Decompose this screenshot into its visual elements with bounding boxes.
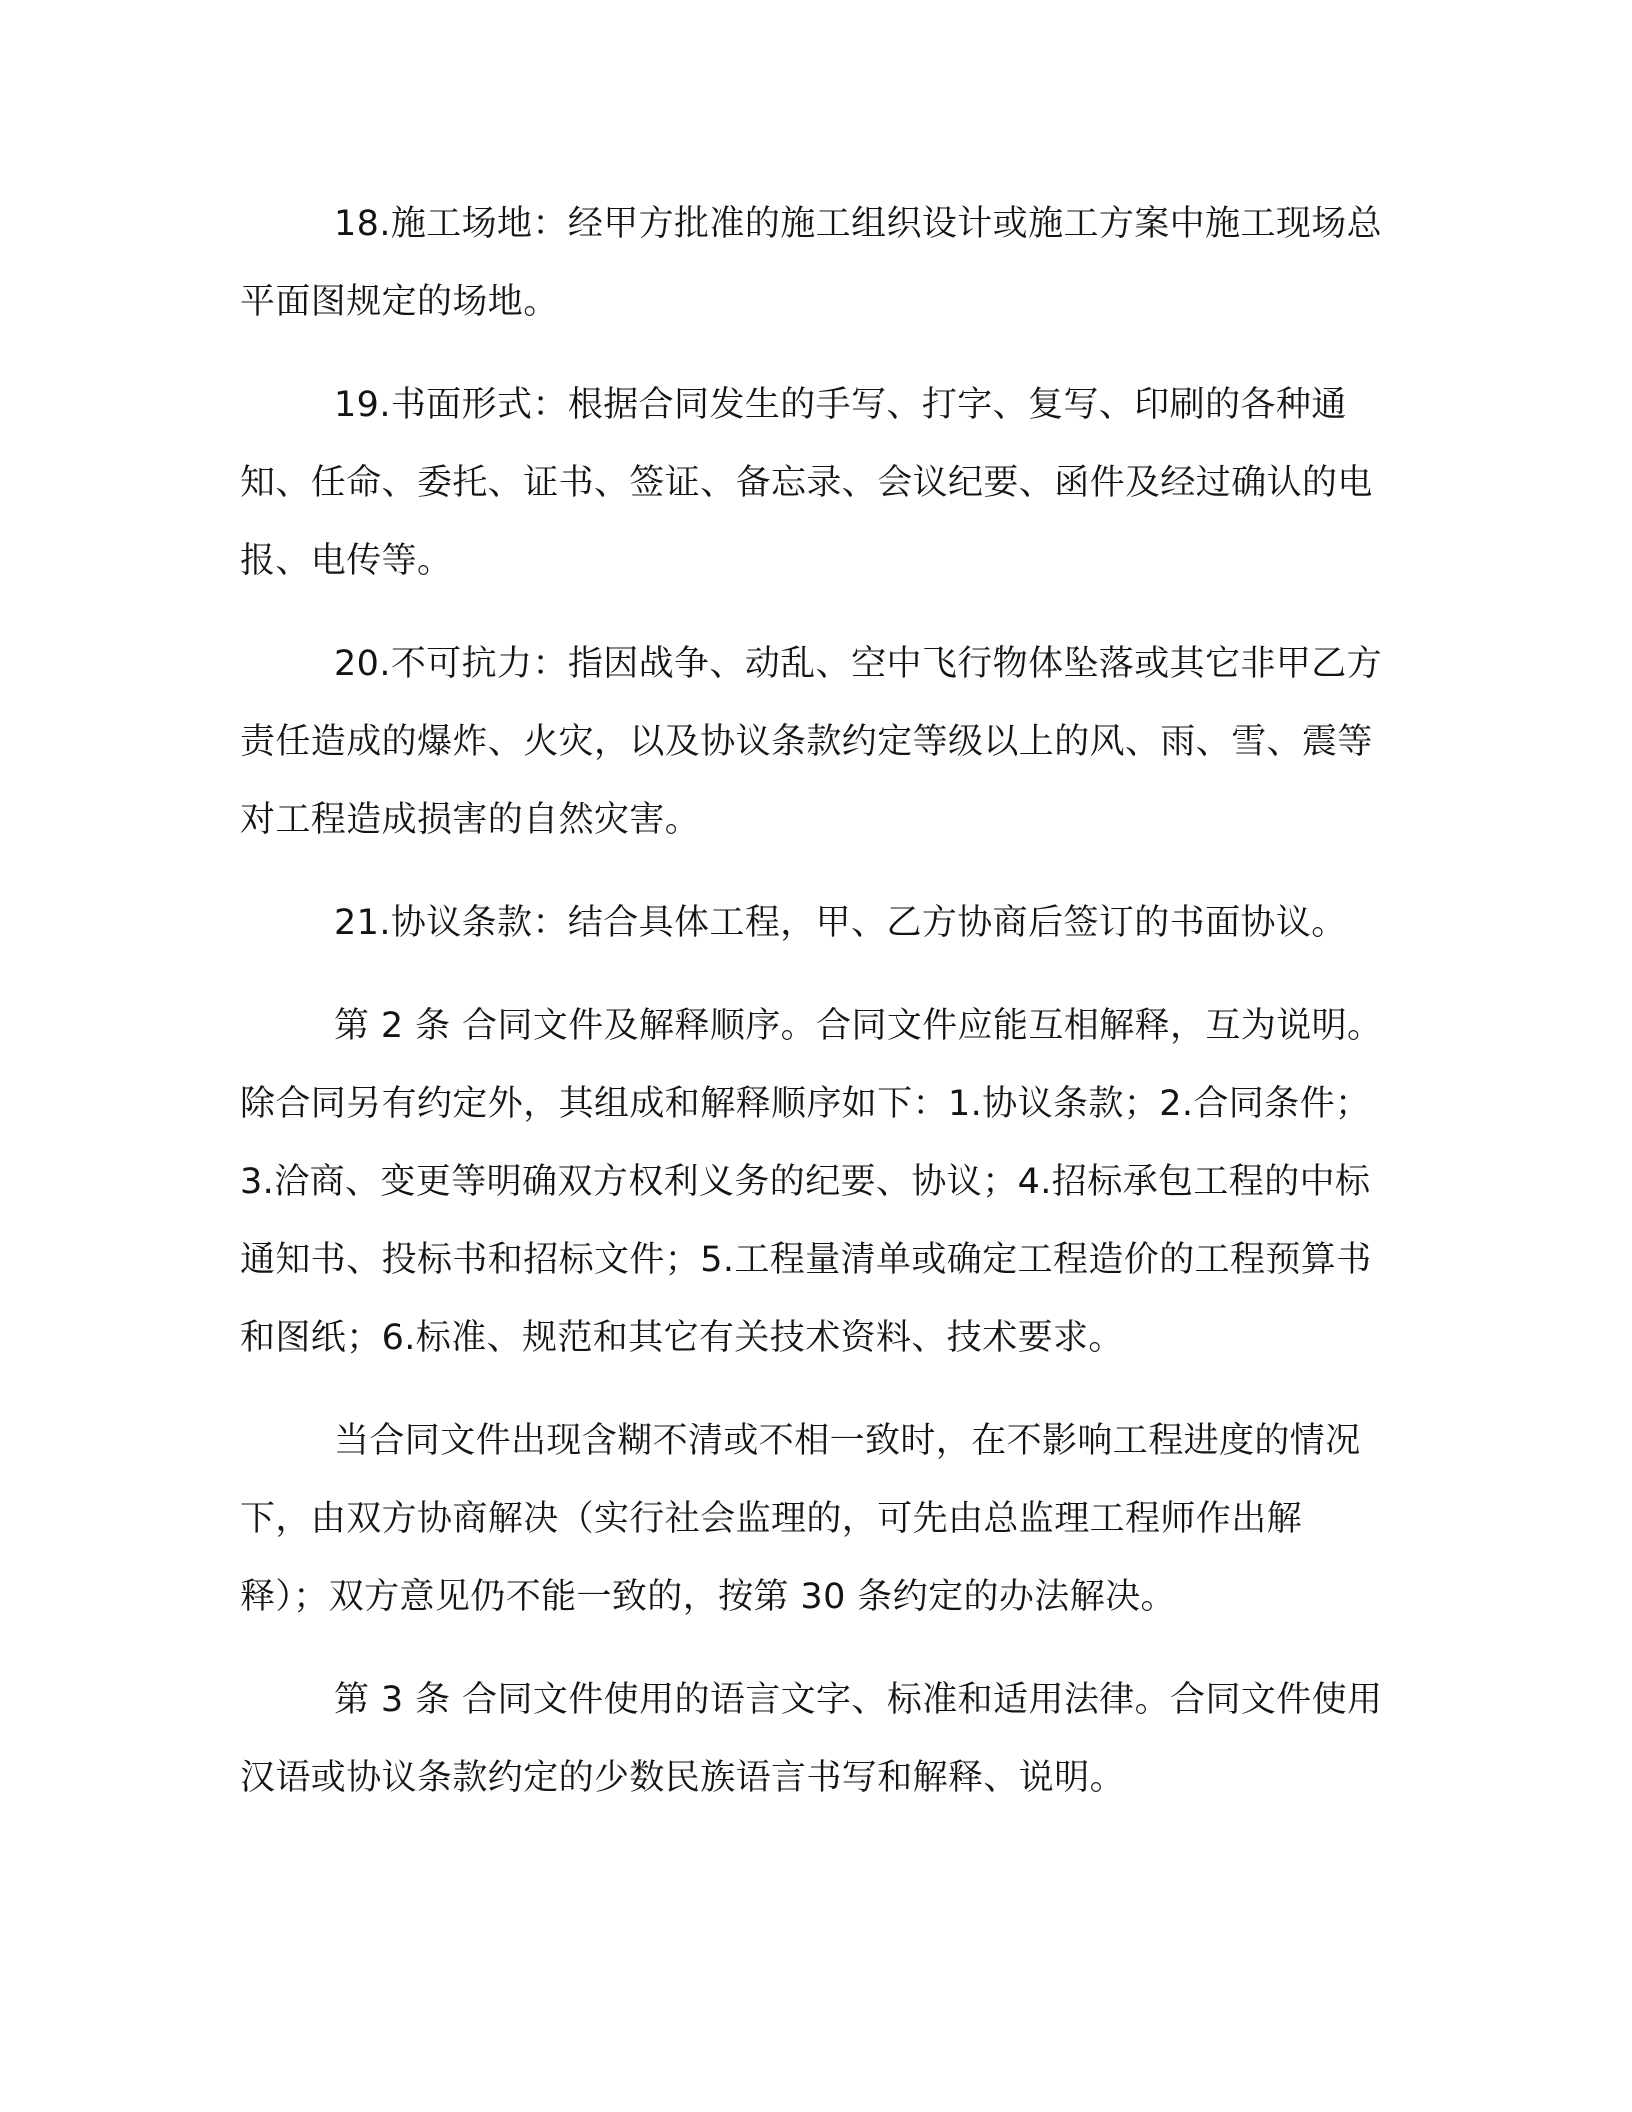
paragraph-item-19-written-form: 19.书面形式：根据合同发生的手写、打字、复写、印刷的各种通知、任命、委托、证书、签证、备忘录、会议纪要、函件及经过确认的电报、电传等。	[240, 385, 1373, 581]
paragraph-article-2-ambiguity: 当合同文件出现含糊不清或不相一致时，在不影响工程进度的情况下，由双方协商解决（实行社会监理的，可先由总监理工程师作出解释）；双方意见仍不能一致的，按第 30 条约定的办法解决。	[240, 1421, 1361, 1617]
paragraph-item-21-agreement-terms: 21.协议条款：结合具体工程，甲、乙方协商后签订的书面协议。	[334, 903, 1347, 943]
paragraph-item-18-site: 18.施工场地：经甲方批准的施工组织设计或施工方案中施工现场总平面图规定的场地。	[240, 204, 1383, 322]
paragraph-item-20-force-majeure: 20.不可抗力：指因战争、动乱、空中飞行物体坠落或其它非甲乙方责任造成的爆炸、火灾，以及协议条款约定等级以上的风、雨、雪、震等对工程造成损害的自然灾害。	[240, 644, 1383, 840]
paragraph-article-2: 第 2 条 合同文件及解释顺序。合同文件应能互相解释，互为说明。除合同另有约定外，其组成和解释顺序如下：1.协议条款；2.合同条件；3.洽商、变更等明确双方权利义务的纪要、协议；4.招标承包工程的中标通知书、投标书和招标文件；5.工程量清单或确定工程造价的工程预算书和图纸；6.标准、规范和其它有关技术资料、技术要求。	[240, 1006, 1383, 1358]
paragraph-article-3: 第 3 条 合同文件使用的语言文字、标准和适用法律。合同文件使用汉语或协议条款约定的少数民族语言书写和解释、说明。	[240, 1680, 1383, 1798]
document-body	[240, 185, 1390, 1842]
